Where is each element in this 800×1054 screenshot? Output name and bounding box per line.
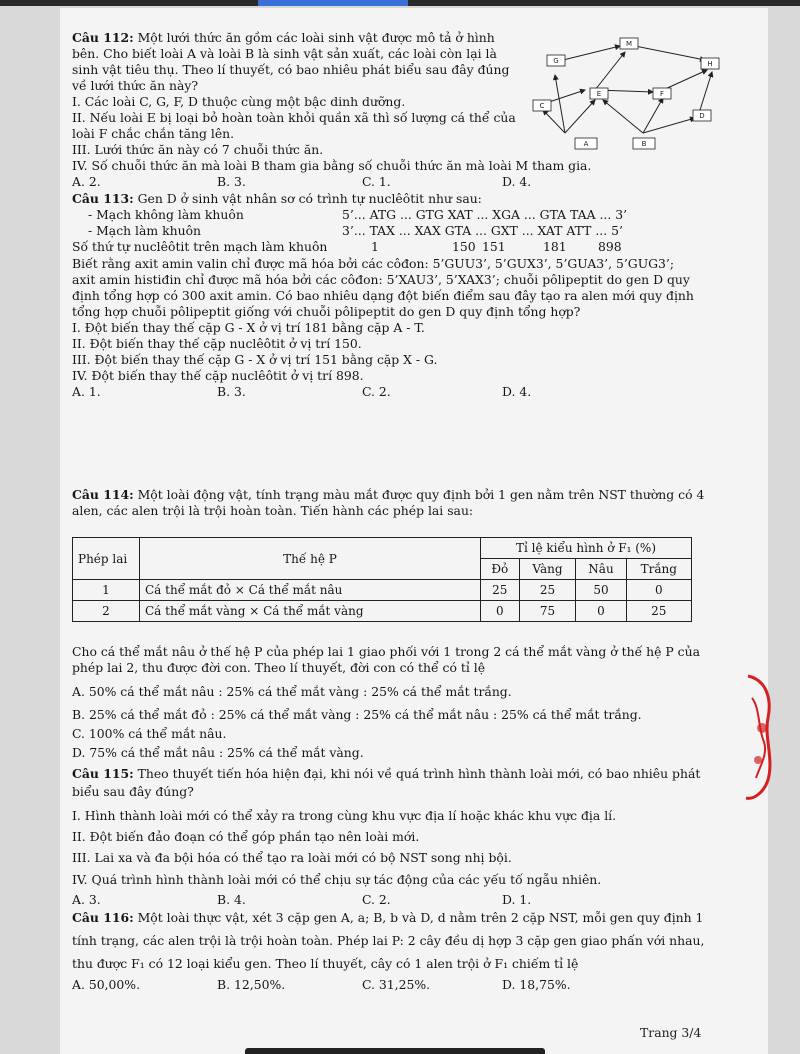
q114-line-1: alen, các alen trội là trội hoàn toàn. Tiến hành các phép lai sau: [72,503,474,518]
q113-body-3: tổng hợp chuỗi pôlipeptit giống với chuỗi pôlipeptit do gen D quy định tổng hợp? [72,304,581,319]
q113-stmt-4: IV. Đột biến thay thế cặp nuclêôtit ở vị trí 898. [72,368,364,383]
q114-option-c: C. 100% cá thể mắt nâu. [72,726,227,741]
q113-row-template-label: - Mạch làm khuôn [88,223,202,238]
q112-stmt-1: I. Các loài C, G, F, D thuộc cùng một bậc dinh dưỡng. [72,94,406,109]
q113-row-number-label: Số thứ tự nuclêôtit trên mạch làm khuôn [72,239,328,254]
node-g: G [553,57,559,65]
q113-row-nontemplate-label: - Mạch không làm khuôn [88,207,244,222]
q115-stmt-3: III. Lai xa và đa bội hóa có thể tạo ra loài mới có bộ NST song nhị bội. [72,850,512,865]
cell-value: 25 [481,580,520,601]
q116-line-0: Câu 116: Một loài thực vật, xét 3 cặp gen A, a; B, b và D, d nằm trên 2 cặp NST, mỗi gen quy định 1 [72,910,704,925]
q112-line-0: Câu 112: Một lưới thức ăn gồm các loài sinh vật được mô tả ở hình [72,30,495,45]
table-row [73,601,692,622]
node-m: M [625,40,633,48]
q112-option-c: C. 1. [362,174,391,189]
node-f: F [659,90,665,98]
pos-898: 898 [598,239,622,254]
q113-stmt-3: III. Đột biến thay thế cặp G - X ở vị trí 151 bằng cặp X - G. [72,352,438,367]
q115-option-b: B. 4. [217,892,246,907]
q116-line-1: tính trạng, các alen trội là trội hoàn toàn. Phép lai P: 2 cây đều dị hợp 3 cặp gen giao phấn với nhau, [72,933,705,948]
q113-option-a: A. 1. [72,384,101,399]
node-d: D [699,112,705,120]
node-c: C [539,102,545,110]
q115-line-1: biểu sau đây đúng? [72,784,194,799]
q112-stmt-4: IV. Số chuỗi thức ăn mà loài B tham gia bằng số chuỗi thức ăn mà loài M tham gia. [72,158,592,173]
q116-option-b: B. 12,50%. [217,977,286,992]
q113-option-d: D. 4. [502,384,532,399]
q113-body-1: axit amin histiđin chỉ được mã hóa bởi các côđon: 5’XAU3’, 5’XAX3’; chuỗi pôlipeptit do gen D quy [72,272,690,287]
q116-option-a: A. 50,00%. [72,977,141,992]
q113-row-template-seq: 3’... TAX ... XAX GTA ... GXT ... XAT ATT ... 5’ [342,223,623,238]
q113-body-2: định tổng hợp có 300 axit amin. Có bao nhiêu dạng đột biến điểm sau đây tạo ra alen mới quy định [72,288,694,303]
q113-option-c: C. 2. [362,384,391,399]
cell-value: 0 [576,601,626,622]
food-web-diagram [525,30,735,160]
th-cross: Phép lai [73,538,140,580]
q116-option-c: C. 31,25%. [362,977,431,992]
q114-option-d: D. 75% cá thể mắt nâu : 25% cá thể mắt vàng. [72,745,364,760]
q115-stmt-1: I. Hình thành loài mới có thể xảy ra trong cùng khu vực địa lí hoặc khác khu vực địa lí. [72,808,617,823]
q116-line-2: thu được F₁ có 12 loại kiểu gen. Theo lí thuyết, cây có 1 alen trội ở F₁ chiếm tỉ lệ [72,956,579,971]
cell-value: 0 [626,580,691,601]
q114-after-1: phép lai 2, thu được đời con. Theo lí thuyết, đời con có thể có tỉ lệ [72,660,486,675]
q114-option-a: A. 50% cá thể mắt nâu : 25% cá thể mắt vàng : 25% cá thể mắt trắng. [72,684,512,699]
cell-value: 0 [481,601,520,622]
bottom-bar [245,1048,545,1054]
th-red: Đỏ [481,559,520,580]
q112-stmt-2: II. Nếu loài E bị loại bỏ hoàn toàn khỏi quần xã thì số lượng cá thể của [72,110,516,125]
th-parent: Thế hệ P [140,538,481,580]
q113-body-0: Biết rằng axit amin valin chỉ được mã hóa bởi các côđon: 5’GUU3’, 5’GUX3’, 5’GUA3’, 5’GUG3’; [72,256,675,271]
q115-option-c: C. 2. [362,892,391,907]
node-a: A [583,140,589,148]
cell-value: 50 [576,580,626,601]
cell-parent: Cá thể mắt vàng × Cá thể mắt vàng [140,601,481,622]
th-brown: Nâu [576,559,626,580]
th-white: Trắng [626,559,691,580]
q114-after-0: Cho cá thể mắt nâu ở thế hệ P của phép lai 1 giao phối với 1 trong 2 cá thể mắt vàng ở thế hệ P của [72,644,700,659]
cell-parent: Cá thể mắt đỏ × Cá thể mắt nâu [140,580,481,601]
cell-value: 75 [519,601,576,622]
th-yellow: Vàng [519,559,576,580]
pos-151: 151 [482,239,506,254]
node-b: B [641,140,647,148]
table-row [73,580,692,601]
q112-line-1: bên. Cho biết loài A và loài B là sinh vật sản xuất, các loài còn lại là [72,46,497,61]
th-ratio: Tỉ lệ kiểu hình ở F₁ (%) [481,538,692,559]
q114-line-0: Câu 114: Một loài động vật, tính trạng màu mắt được quy định bởi 1 gen nằm trên NST thường có 4 [72,487,705,502]
node-h: H [707,60,713,68]
cell-cross-no: 1 [73,580,140,601]
q112-stmt-3: III. Lưới thức ăn này có 7 chuỗi thức ăn. [72,142,324,157]
node-e: E [596,90,602,98]
q113-intro: Câu 113: Gen D ở sinh vật nhân sơ có trình tự nuclêôtit như sau: [72,191,482,206]
q115-line-0: Câu 115: Theo thuyết tiến hóa hiện đại, khi nói về quá trình hình thành loài mới, có bao nhiêu phát [72,766,701,781]
cell-cross-no: 2 [73,601,140,622]
q112-option-d: D. 4. [502,174,532,189]
browser-top-bar [0,0,800,6]
q112-option-a: A. 2. [72,174,101,189]
q115-option-a: A. 3. [72,892,101,907]
q116-option-d: D. 18,75%. [502,977,571,992]
q112-option-b: B. 3. [217,174,246,189]
q113-row-nontemplate-seq: 5’... ATG ... GTG XAT ... XGA ... GTA TAA ... 3’ [342,207,628,222]
q115-stmt-4: IV. Quá trình hình thành loài mới có thể chịu sự tác động của các yếu tố ngẫu nhiên. [72,872,602,887]
q112-line-3: về lưới thức ăn này? [72,78,198,93]
q112-line-2: sinh vật tiêu thụ. Theo lí thuyết, có bao nhiêu phát biểu sau đây đúng [72,62,510,77]
cross-table [72,537,692,622]
q115-stmt-2: II. Đột biến đảo đoạn có thể góp phần tạo nên loài mới. [72,829,420,844]
q112-stmt-2b: loài F chắc chắn tăng lên. [72,126,235,141]
cell-value: 25 [626,601,691,622]
q114-option-b: B. 25% cá thể mắt đỏ : 25% cá thể mắt vàng : 25% cá thể mắt nâu : 25% cá thể mắt trắng. [72,707,642,722]
q113-option-b: B. 3. [217,384,246,399]
pos-181: 181 [543,239,567,254]
cell-value: 25 [519,580,576,601]
pos-150: 150 [452,239,476,254]
active-tab-indicator [258,0,408,6]
q113-stmt-2: II. Đột biến thay thế cặp nuclêôtit ở vị trí 150. [72,336,362,351]
pos-1: 1 [371,239,379,254]
page-number: Trang 3/4 [640,1025,702,1040]
q113-stmt-1: I. Đột biến thay thế cặp G - X ở vị trí 181 bằng cặp A - T. [72,320,425,335]
q115-option-d: D. 1. [502,892,532,907]
